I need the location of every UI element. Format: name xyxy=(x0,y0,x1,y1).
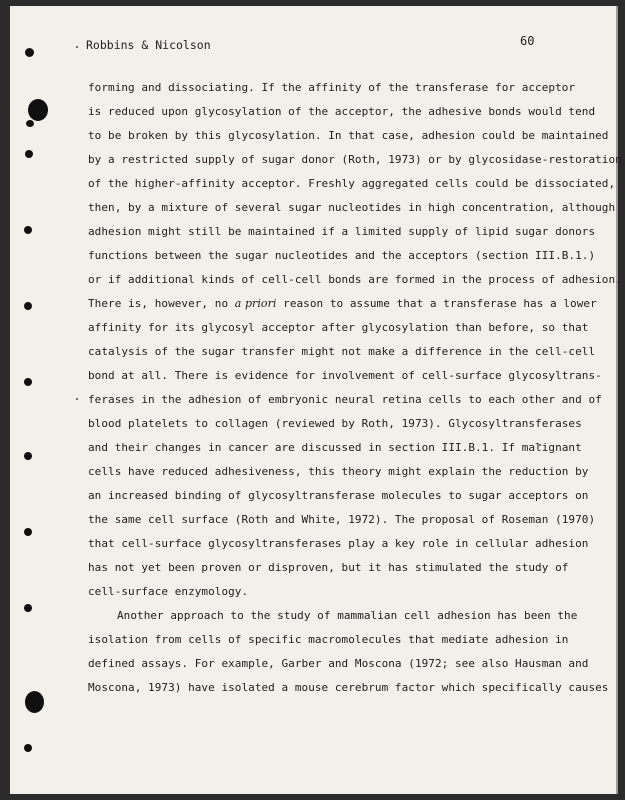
binder-hole xyxy=(24,744,32,752)
running-head: Robbins & Nicolson xyxy=(86,38,211,52)
text-line: and their changes in cancer are discussed in section III.B.1. If malignant xyxy=(88,441,582,454)
text-line: ferases in the adhesion of embryonic neural retina cells to each other and of xyxy=(88,393,602,406)
text-line: or if additional kinds of cell-cell bonds are formed in the process of adhesion. xyxy=(88,273,622,286)
text-line: blood platelets to collagen (reviewed by Roth, 1973). Glycosyltransferases xyxy=(88,417,582,430)
binder-hole xyxy=(24,604,32,612)
text-line: is reduced upon glycosylation of the acceptor, the adhesive bonds would tend xyxy=(88,105,596,118)
text-line: the same cell surface (Roth and White, 1972). The proposal of Roseman (1970) xyxy=(88,513,596,526)
text-line: of the higher-affinity acceptor. Freshly aggregated cells could be dissociated, xyxy=(88,177,616,190)
text-line: Another approach to the study of mammalian cell adhesion has been the xyxy=(117,609,578,622)
binder-hole xyxy=(24,452,32,460)
binder-hole xyxy=(26,120,34,127)
text-line: bond at all. There is evidence for involvement of cell-surface glycosyltrans- xyxy=(88,369,602,382)
text-line: by a restricted supply of sugar donor (Roth, 1973) or by glycosidase-restoration xyxy=(88,153,622,166)
text-line: defined assays. For example, Garber and Moscona (1972; see also Hausman and xyxy=(88,657,589,670)
text-line: an increased binding of glycosyltransferase molecules to sugar acceptors on xyxy=(88,489,589,502)
stray-mark xyxy=(76,46,78,48)
text-line: isolation from cells of specific macromolecules that mediate adhesion in xyxy=(88,633,569,646)
text-line: catalysis of the sugar transfer might not make a difference in the cell-cell xyxy=(88,345,596,358)
text-line: that cell-surface glycosyltransferases play a key role in cellular adhesion xyxy=(88,537,589,550)
text-line: then, by a mixture of several sugar nucleotides in high concentration, although xyxy=(88,201,616,214)
text-line: to be broken by this glycosylation. In that case, adhesion could be maintained xyxy=(88,129,609,142)
binder-hole xyxy=(25,48,34,57)
italic-phrase: a priori xyxy=(234,297,277,310)
binder-hole xyxy=(24,528,32,536)
binder-hole xyxy=(28,99,48,121)
binder-hole xyxy=(24,302,32,310)
text-line: Moscona, 1973) have isolated a mouse cerebrum factor which specifically causes xyxy=(88,681,609,694)
binder-hole xyxy=(24,378,32,386)
text-line: functions between the sugar nucleotides and the acceptors (section III.B.1.) xyxy=(88,249,596,262)
page-number: 60 xyxy=(520,34,535,48)
binder-hole xyxy=(25,691,44,713)
text-run: reason to assume that a transferase has a lower xyxy=(276,297,597,310)
text-run: There is, however, no xyxy=(88,297,235,310)
text-line: cell-surface enzymology. xyxy=(88,585,249,598)
text-line xyxy=(88,297,597,310)
text-line: has not yet been proven or disproven, but it has stimulated the study of xyxy=(88,561,569,574)
binder-hole xyxy=(25,150,33,158)
text-line: cells have reduced adhesiveness, this theory might explain the reduction by xyxy=(88,465,589,478)
stray-mark xyxy=(76,398,78,400)
binder-hole xyxy=(24,226,32,234)
text-line: affinity for its glycosyl acceptor after glycosylation than before, so that xyxy=(88,321,589,334)
text-line: forming and dissociating. If the affinity of the transferase for acceptor xyxy=(88,81,576,94)
text-line: adhesion might still be maintained if a limited supply of lipid sugar donors xyxy=(88,225,596,238)
